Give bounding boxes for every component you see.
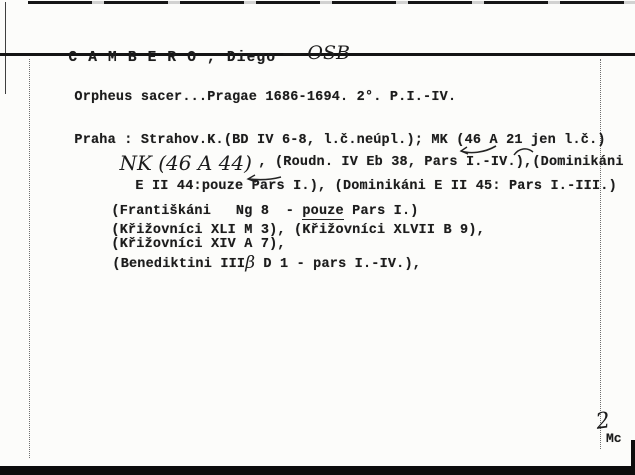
handwritten-arrow-annotation-1	[458, 143, 498, 157]
underlined-word: pouze	[302, 204, 344, 219]
holdings-line-4: (Františkáni Ng 8 - pouze Pars I.)	[111, 204, 419, 219]
author-heading: C A M B E R O , Diego	[68, 50, 277, 66]
scan-left-edge	[5, 2, 6, 94]
holdings-line-7: (Benediktini IIIβ D 1 - pars I.-IV.),	[112, 253, 422, 273]
holdings-line-3: E II 44:pouze Pars I.), (Dominikáni E II 45: Pars I.-III.)	[135, 179, 617, 194]
scan-top-edge	[28, 1, 635, 4]
holdings-line-6: (Křižovníci XIV A 7),	[111, 237, 286, 252]
cataloguer-initials: Mc	[606, 431, 622, 446]
handwritten-arrow-annotation-2	[244, 172, 284, 184]
scan-bottom-edge	[0, 466, 635, 475]
handwritten-order-suffix: — OSB	[282, 42, 350, 64]
scan-bottom-right-edge	[631, 440, 635, 467]
holdings-line-1: Praha : Strahov.K.(BD IV 6-8, l.č.neúpl.); MK (46 A 21 jen l.č.)	[74, 133, 606, 148]
holdings-line-5: (Křižovníci XLI M 3), (Křižovníci XLVII B 9),	[111, 223, 485, 238]
handwritten-shelfmark: NK (46 A 44)	[119, 151, 252, 175]
handwritten-page-mark: 2	[594, 408, 612, 435]
handwritten-beta: β	[245, 253, 256, 273]
work-title: Orpheus sacer...Pragae 1686-1694. 2°. P.I.-IV.	[74, 90, 457, 105]
handwritten-curve-annotation	[512, 147, 536, 157]
left-margin-dotted-line	[29, 59, 30, 458]
holdings-line-2: , (Roudn. IV Eb 38, Pars I.-IV.),(Dominikáni	[258, 155, 624, 170]
